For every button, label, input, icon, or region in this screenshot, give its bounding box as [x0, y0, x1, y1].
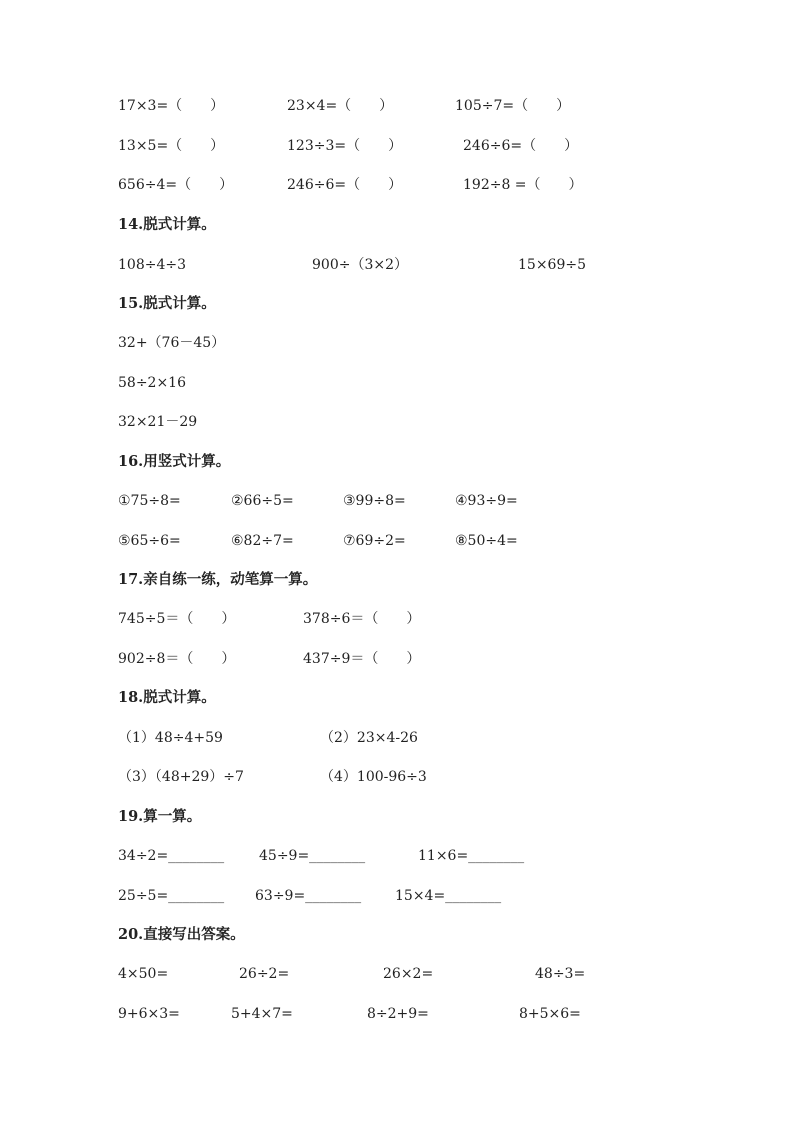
question-16-title [0, 450, 794, 474]
question-14-items [0, 253, 794, 277]
question-17-title [0, 568, 794, 592]
problem: ①75÷8= [118, 493, 181, 509]
problem: 105÷7=（ ） [455, 98, 571, 114]
problem: ⑧50÷4= [455, 533, 518, 549]
problem: 9+6×3= [118, 1006, 180, 1022]
problem: 192÷8 =（ ） [463, 177, 583, 193]
problem: ⑦69÷2= [343, 533, 406, 549]
question-title: 15.脱式计算。 [118, 295, 216, 312]
question-17-row-1 [0, 607, 794, 631]
problem: 11×6=________ [418, 848, 525, 864]
problem: 15×4=________ [395, 888, 502, 904]
question-19-row-1 [0, 844, 794, 868]
question-20-row-2 [0, 1002, 794, 1026]
problem: 8+5×6= [519, 1006, 581, 1022]
question-19-row-2 [0, 884, 794, 908]
problem: 26÷2= [239, 966, 290, 982]
question-16-row-2 [0, 529, 794, 553]
question-title: 19.算一算。 [118, 808, 202, 825]
question-19-title [0, 805, 794, 829]
problem: 902÷8＝（ ） [118, 651, 236, 667]
problem: 745÷5＝（ ） [118, 611, 236, 627]
problem: （2）23×4-26 [320, 730, 418, 746]
question-18-row-2 [0, 765, 794, 789]
problem-row-3 [0, 173, 794, 197]
problem: 15×69÷5 [518, 257, 586, 273]
problem: 23×4=（ ） [287, 98, 394, 114]
problem: （1）48÷4+59 [118, 730, 223, 746]
question-title: 17.亲自练一练，动笔算一算。 [118, 571, 318, 588]
question-15-item-3 [0, 410, 794, 434]
question-17-row-2 [0, 647, 794, 671]
problem: （3）（48+29）÷7 [118, 769, 244, 785]
problem: 5+4×7= [231, 1006, 293, 1022]
question-title: 18.脱式计算。 [118, 689, 216, 706]
problem: 4×50= [118, 966, 169, 982]
problem: ⑤65÷6= [118, 533, 181, 549]
problem: ④93÷9= [455, 493, 518, 509]
problem-row-1 [0, 94, 794, 118]
question-title: 14.脱式计算。 [118, 216, 216, 233]
question-16-row-1 [0, 489, 794, 513]
problem: 17×3=（ ） [118, 98, 225, 114]
question-18-title [0, 686, 794, 710]
question-title: 16.用竖式计算。 [118, 453, 231, 470]
problem: 13×5=（ ） [118, 138, 225, 154]
problem: 58÷2×16 [118, 375, 186, 391]
question-15-item-1 [0, 331, 794, 355]
problem: ③99÷8= [343, 493, 406, 509]
problem: 26×2= [383, 966, 434, 982]
question-title: 20.直接写出答案。 [118, 926, 245, 943]
problem: 246÷6=（ ） [463, 138, 579, 154]
problem: 32×21－29 [118, 414, 198, 430]
question-20-row-1 [0, 962, 794, 986]
problem: 45÷9=________ [259, 848, 366, 864]
problem: 108÷4÷3 [118, 257, 186, 273]
question-15-item-2 [0, 371, 794, 395]
problem: 32+（76－45） [118, 335, 226, 351]
problem: 656÷4=（ ） [118, 177, 234, 193]
problem: ②66÷5= [231, 493, 294, 509]
problem: 900÷（3×2） [312, 257, 408, 273]
problem: 246÷6=（ ） [287, 177, 403, 193]
problem: 437÷9＝（ ） [303, 651, 421, 667]
problem: （4）100-96÷3 [320, 769, 427, 785]
question-20-title [0, 923, 794, 947]
problem: 48÷3= [535, 966, 586, 982]
problem: 378÷6＝（ ） [303, 611, 421, 627]
problem: 63÷9=________ [255, 888, 362, 904]
problem: ⑥82÷7= [231, 533, 294, 549]
problem-row-2 [0, 134, 794, 158]
problem: 34÷2=________ [118, 848, 225, 864]
question-14-title [0, 213, 794, 237]
question-15-title [0, 292, 794, 316]
problem: 8÷2+9= [367, 1006, 429, 1022]
problem: 25÷5=________ [118, 888, 225, 904]
question-18-row-1 [0, 726, 794, 750]
problem: 123÷3=（ ） [287, 138, 403, 154]
